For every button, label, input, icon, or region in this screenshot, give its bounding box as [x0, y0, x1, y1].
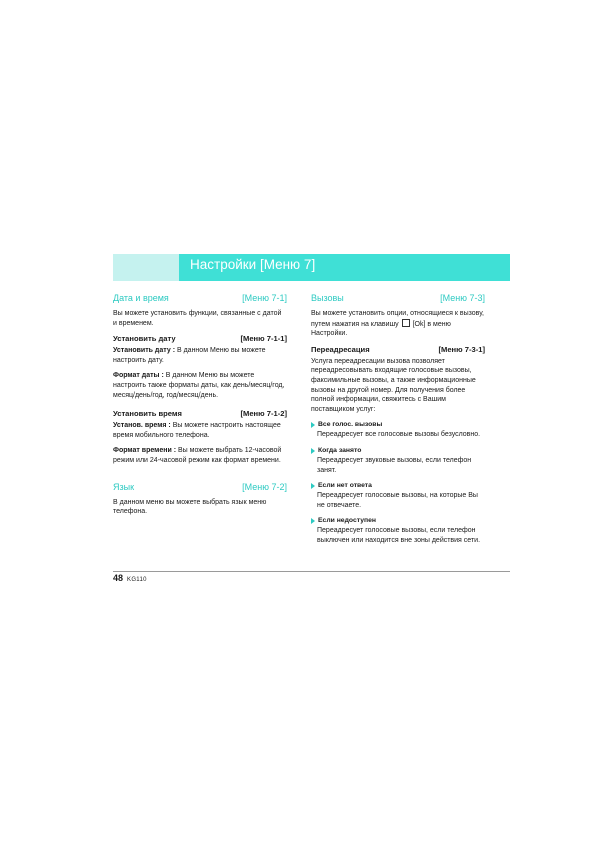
definition: В данном Меню вы можете настроить также форматы даты, как день/месяц/год, месяц/день/год, год/месяц/день. [113, 372, 285, 399]
bullet-triangle-icon [311, 422, 315, 428]
term: Установ. время : [113, 422, 171, 430]
section-calls-heading [311, 292, 485, 304]
left-column [113, 292, 287, 517]
page-number: 48 [113, 573, 124, 583]
section-intro: В данном меню вы можете выбрать язык меню телефона. [113, 498, 267, 516]
subsection-title: Переадресация [311, 344, 370, 354]
term: Формат даты : [113, 372, 164, 380]
subsection-set-time-heading [113, 409, 287, 419]
section-title: Язык [113, 481, 135, 492]
right-column [311, 292, 485, 552]
menu-code: [Меню 7-1-2] [240, 409, 287, 419]
bullet-triangle-icon [311, 448, 315, 454]
bullet-text: Переадресует все голосовые вызовы безусловно. [317, 431, 481, 439]
definition: Вы можете выбрать 12-часовой режим или 24-часовой режим как формат времени. [113, 447, 282, 464]
definition: В данном Меню вы можете настроить дату. [113, 347, 266, 364]
term: Формат времени : [113, 447, 177, 455]
subsection-intro: Услуга переадресации вызова позволяет переадресовывать входящие голосовые вызовы, факсимильные вызовы, а также информационные вызовы на другой номер. Для получения более полной информации, свяжитесь с Вашим поставщиком услуг: [311, 357, 476, 413]
section-title: Дата и время [113, 293, 169, 303]
page-title: Настройки [Меню 7] [190, 257, 316, 272]
definition: Вы можете настроить настоящее время мобильного телефона. [113, 422, 281, 439]
subsection-title: Установить время [113, 409, 182, 419]
bullet-text: Переадресует звуковые вызовы, если телефон занят. [317, 456, 472, 474]
bullet-item [311, 516, 485, 545]
bullet-triangle-icon [311, 483, 315, 489]
section-title: Вызовы [311, 293, 344, 303]
bullet-title: Если недоступен [318, 517, 377, 525]
menu-code: [Меню 7-3-1] [438, 344, 485, 354]
section-date-time-heading [113, 292, 287, 304]
bullet-text: Переадресует голосовые вызовы, если телефон выключен или находится вне зоны действия сети. [317, 527, 481, 544]
banner-light-block [113, 254, 179, 281]
paragraph [113, 371, 287, 400]
bullet-item [311, 481, 485, 510]
bullet-item [311, 446, 485, 475]
menu-key-icon [402, 319, 410, 327]
bullet-title: Когда занято [318, 446, 362, 454]
subsection-set-date-heading [113, 334, 287, 344]
term: Установить дату : [113, 347, 176, 355]
paragraph [113, 421, 287, 440]
footer [113, 573, 147, 583]
subsection-forwarding-heading [311, 345, 485, 355]
model-name: KG110 [127, 577, 147, 583]
section-language-heading [113, 481, 287, 493]
section-intro: Вы можете установить функции, связанные с датой и временем. [113, 310, 282, 327]
menu-code: [Меню 7-1-1] [240, 334, 287, 344]
menu-code: [Меню 7-2] [242, 481, 287, 492]
menu-code: [Меню 7-3] [440, 293, 485, 303]
footer-divider [113, 571, 510, 572]
bullet-triangle-icon [311, 518, 315, 524]
paragraph [113, 446, 287, 465]
menu-code: [Меню 7-1] [242, 293, 287, 303]
bullet-item [311, 420, 485, 440]
paragraph [113, 346, 287, 365]
bullet-text: Переадресует голосовые вызовы, на которые Вы не отвечаете. [317, 492, 478, 509]
subsection-title: Установить дату [113, 334, 176, 344]
bullet-title: Все голос. вызовы [318, 421, 383, 429]
section-intro: Вы можете установить опции, относящиеся к вызову, путем нажатия на клавишу [Ok] в меню Настройки. [311, 310, 484, 338]
bullet-title: Если нет ответа [318, 482, 372, 490]
